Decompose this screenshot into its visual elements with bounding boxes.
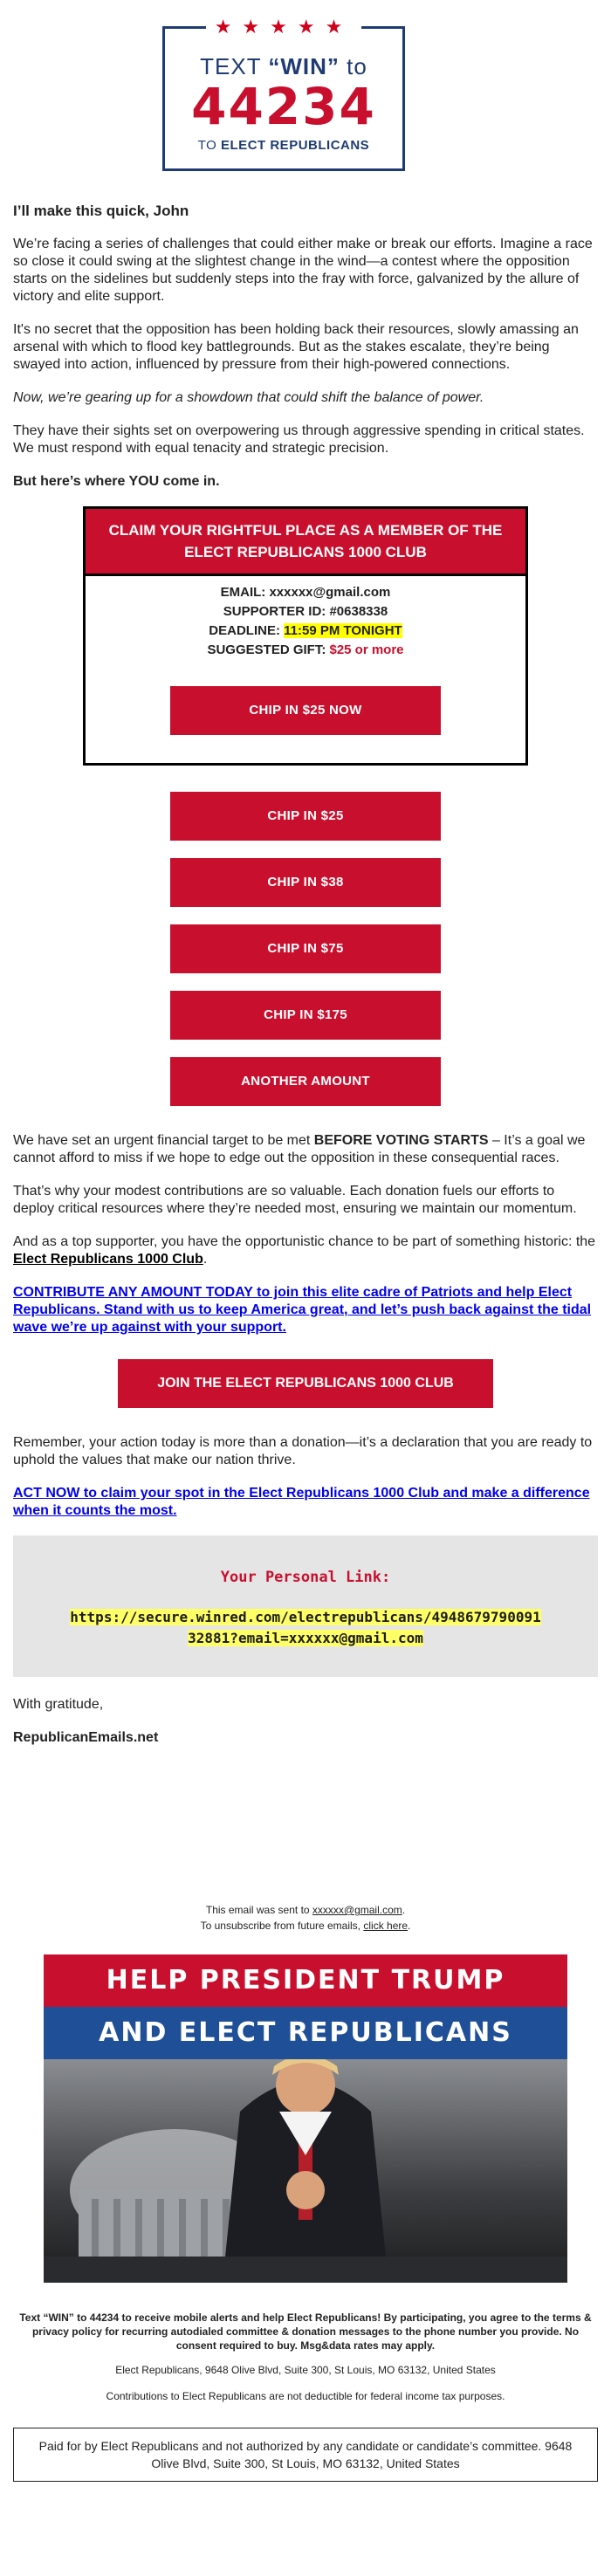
- logo-shortcode: 44234: [191, 77, 376, 136]
- terms-privacy-link[interactable]: terms & privacy policy: [31, 2312, 592, 2338]
- email-body: [0, 203, 611, 1520]
- chip-in-25-now-button[interactable]: CHIP IN $25 NOW: [170, 686, 441, 735]
- 1000-club-link[interactable]: Elect Republicans 1000 Club: [13, 1252, 203, 1267]
- act-now-link[interactable]: ACT NOW to claim your spot in the Elect Republicans 1000 Club and make a difference when it counts the most.: [13, 1486, 590, 1518]
- paragraph: [13, 1485, 598, 1520]
- unsubscribe-link[interactable]: click here: [363, 1920, 408, 1932]
- chip-in-75-button[interactable]: CHIP IN $75: [170, 924, 441, 973]
- greeting: I’ll make this quick, John: [13, 203, 189, 219]
- paragraph: It's no secret that the opposition has been holding back their resources, slowly amassing an arsenal with which to flood key battlegrounds. But as the stakes escalate, they’re being swayed into action, influenced by pressure from their high-powered connections.: [13, 322, 579, 372]
- chip-in-25-button[interactable]: CHIP IN $25: [170, 792, 441, 841]
- claim-supporter-id: SUPPORTER ID: #0638338: [223, 604, 388, 619]
- recipient-email-link[interactable]: xxxxxx@gmail.com: [312, 1904, 402, 1916]
- paid-for-disclaimer: Paid for by Elect Republicans and not authorized by any candidate or candidate’s committee. 9648 Olive Blvd, Suite 300, St Louis, MO 63132, United States: [13, 2428, 598, 2482]
- personal-link-url[interactable]: https://secure.winred.com/electrepublicans/4948679790091 32881?email=xxxxxx@gmail.com: [70, 1609, 541, 1646]
- paragraph: That’s why your modest contributions are so valuable. Each donation fuels our efforts to deploy critical resources where they’re needed most, ensuring we maintain our momentum.: [13, 1184, 577, 1216]
- paragraph: They have their sights set on overpowering us through aggressive spending in critical states. We must respond with equal tenacity and strategic precision.: [13, 423, 585, 456]
- personal-link-box: [13, 1535, 598, 1677]
- closing: With gratitude,: [13, 1697, 104, 1712]
- paragraph: [13, 1284, 598, 1336]
- sender-name: RepublicanEmails.net: [13, 1730, 159, 1745]
- personal-link-title: Your Personal Link:: [220, 1569, 391, 1586]
- header-logo-area: [0, 0, 611, 183]
- logo-text-line: TEXT “WIN” to: [200, 53, 367, 79]
- chip-in-38-button[interactable]: CHIP IN $38: [170, 858, 441, 907]
- paragraph: But here’s where YOU come in.: [13, 474, 220, 489]
- contribute-link[interactable]: CONTRIBUTE ANY AMOUNT TODAY to join this elite cadre of Patriots and help Elect Republicans. Stand with us to keep America great, and let’s push back against the tidal wave we’re up against with your support.: [13, 1285, 592, 1335]
- mailing-address: Elect Republicans, 9648 Olive Blvd, Suite 300, St Louis, MO 63132, United States: [115, 2364, 496, 2376]
- claim-email: EMAIL: xxxxxx@gmail.com: [220, 585, 391, 600]
- claim-heading: CLAIM YOUR RIGHTFUL PLACE AS A MEMBER OF THE ELECT REPUBLICANS 1000 CLUB: [86, 509, 525, 576]
- claim-box: [83, 506, 528, 766]
- sms-disclaimer: Text “WIN” to 44234 to receive mobile alerts and help Elect Republicans! By participating, you agree to the terms & privacy policy for recurring autodialed committee & donation messages to the phone number you provide. No consent required to buy. Msg&data rates may apply.: [19, 2312, 592, 2352]
- capitol-dome-illustration: [44, 2059, 567, 2283]
- claim-deadline: DEADLINE: 11:59 PM TONIGHT: [209, 623, 402, 638]
- paragraph: We’re facing a series of challenges that could either make or break our efforts. Imagine a race so close it could swing at the slightest change in the wind—a contest where the opposition starts on the sidelines but suddenly steps into the fray with force, galvanized by the allure of victory and elite support.: [13, 237, 593, 304]
- logo-subtitle: TO ELECT REPUBLICANS: [197, 138, 370, 153]
- footer-notice: This email was sent to xxxxxx@gmail.com. To unsubscribe from future emails, click here.: [200, 1904, 411, 1932]
- claim-suggested-gift: SUGGESTED GIFT: $25 or more: [207, 642, 404, 657]
- banner-headline-1: HELP PRESIDENT TRUMP: [106, 1965, 505, 1996]
- text-win-logo: [162, 16, 405, 171]
- stars-icon: ★★★★★: [206, 16, 362, 38]
- join-1000-club-button[interactable]: JOIN THE ELECT REPUBLICANS 1000 CLUB: [118, 1359, 493, 1408]
- donate-button-stack: [13, 792, 598, 1106]
- paragraph: Remember, your action today is more than a donation—it’s a declaration that you are ready to uphold the values that make our nation thrive.: [13, 1435, 593, 1467]
- banner-headline-2: AND ELECT REPUBLICANS: [99, 2017, 512, 2048]
- tax-disclaimer: Contributions to Elect Republicans are not deductible for federal income tax purposes.: [106, 2390, 505, 2402]
- paragraph: Now, we’re gearing up for a showdown that could shift the balance of power.: [13, 390, 484, 405]
- paragraph: We have set an urgent financial target to be met BEFORE VOTING STARTS – It’s a goal we cannot afford to miss if we hope to edge out the opposition in these consequential races.: [13, 1133, 586, 1165]
- another-amount-button[interactable]: ANOTHER AMOUNT: [170, 1057, 441, 1106]
- paragraph: And as a top supporter, you have the opportunistic chance to be part of something historic: the Elect Republicans 1000 Club.: [13, 1234, 596, 1267]
- chip-in-175-button[interactable]: CHIP IN $175: [170, 991, 441, 1040]
- campaign-banner[interactable]: [44, 1954, 567, 2283]
- capitol-photo: [44, 2059, 567, 2283]
